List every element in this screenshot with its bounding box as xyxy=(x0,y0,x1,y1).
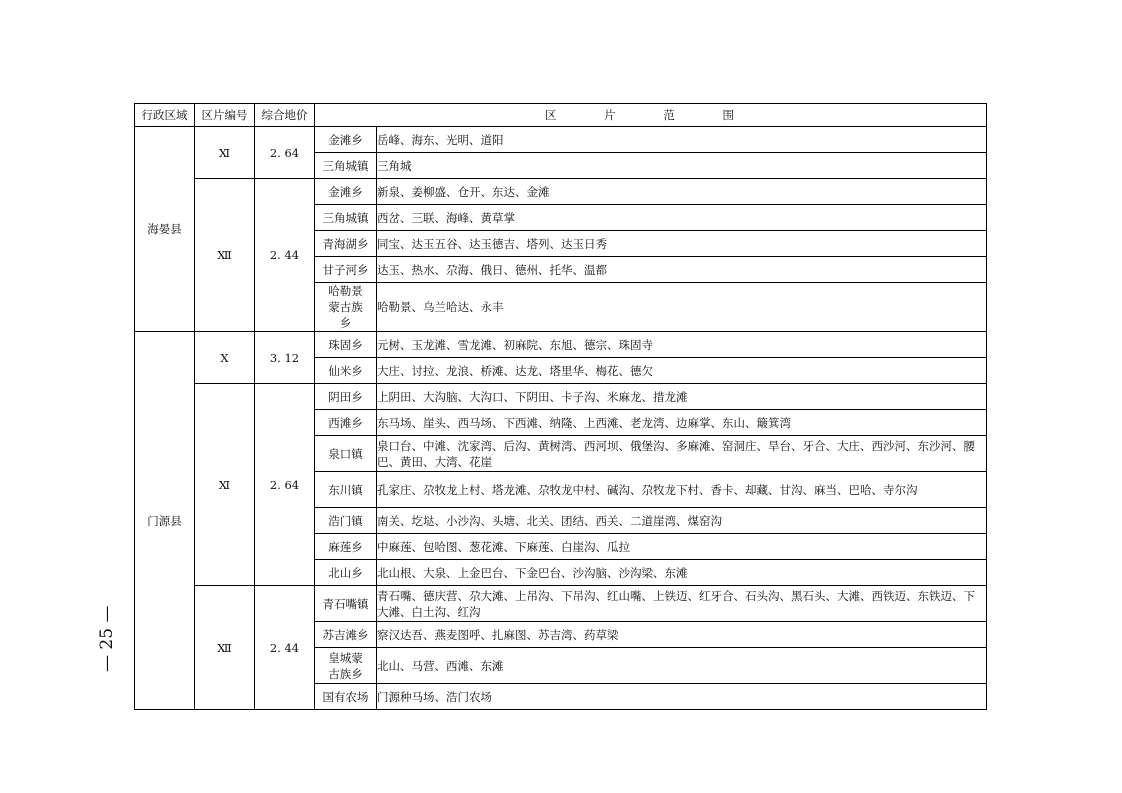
town-cell: 泉口镇 xyxy=(315,436,377,472)
header-zone-scope: 区 片 范 围 xyxy=(315,104,987,127)
scope-cell: 南关、圪垯、小沙沟、头塘、北关、团结、西关、二道崖湾、煤窑沟 xyxy=(377,508,987,534)
scope-cell: 西岔、三联、海峰、黄草掌 xyxy=(377,205,987,231)
table-body xyxy=(135,127,987,710)
land-price-table xyxy=(134,103,987,710)
scope-cell: 中麻莲、包哈图、葱花滩、下麻莲、白崖沟、瓜拉 xyxy=(377,534,987,560)
town-cell: 麻莲乡 xyxy=(315,534,377,560)
scope-cell: 元树、玉龙滩、雪龙滩、初麻院、东旭、德宗、珠固寺 xyxy=(377,332,987,358)
scope-cell: 北山根、大泉、上金巴台、下金巴台、沙沟脑、沙沟梁、东滩 xyxy=(377,560,987,586)
town-cell: 东川镇 xyxy=(315,472,377,508)
district-cell: 海晏县 xyxy=(135,127,195,332)
scope-cell: 达玉、热水、尕海、俄日、德州、托华、温都 xyxy=(377,257,987,283)
scope-cell: 三角城 xyxy=(377,153,987,179)
scope-cell: 孔家庄、尕牧龙上村、塔龙滩、尕牧龙中村、碱沟、尕牧龙下村、香卡、却藏、甘沟、麻当、巴哈、寺尔沟 xyxy=(377,472,987,508)
town-cell: 三角城镇 xyxy=(315,205,377,231)
scope-cell: 大庄、讨拉、龙浪、桥滩、达龙、塔里华、梅花、德欠 xyxy=(377,358,987,384)
composite-price-cell: 2. 64 xyxy=(255,127,315,179)
table-row xyxy=(135,332,987,358)
town-cell: 哈勒景蒙古族乡 xyxy=(315,283,377,332)
composite-price-cell: 2. 44 xyxy=(255,586,315,710)
scope-cell: 东马场、崖头、西马场、下西滩、纳隆、上西滩、老龙湾、边麻掌、东山、簸箕湾 xyxy=(377,410,987,436)
table-row xyxy=(135,586,987,622)
town-cell: 青海湖乡 xyxy=(315,231,377,257)
zone-number-cell: Ⅺ xyxy=(195,384,255,586)
page-number: — 25 — xyxy=(97,605,117,673)
town-cell: 金滩乡 xyxy=(315,179,377,205)
table-row xyxy=(135,384,987,410)
scope-cell: 门源种马场、浩门农场 xyxy=(377,684,987,710)
scope-cell: 泉口台、中滩、沈家湾、后沟、黄树湾、西河坝、俄堡沟、多麻滩、窑洞庄、旱台、牙合、大庄、西沙河、东沙河、腰巴、黄田、大湾、花崖 xyxy=(377,436,987,472)
town-cell: 仙米乡 xyxy=(315,358,377,384)
town-cell: 苏吉滩乡 xyxy=(315,622,377,648)
scope-cell: 新泉、姜柳盛、仓开、东达、金滩 xyxy=(377,179,987,205)
zone-number-cell: Ⅹ xyxy=(195,332,255,384)
composite-price-cell: 2. 64 xyxy=(255,384,315,586)
composite-price-cell: 2. 44 xyxy=(255,179,315,332)
scope-cell: 哈勒景、乌兰哈达、永丰 xyxy=(377,283,987,332)
table-header-row xyxy=(135,104,987,127)
town-cell: 西滩乡 xyxy=(315,410,377,436)
town-cell: 皇城蒙古族乡 xyxy=(315,648,377,684)
town-cell: 三角城镇 xyxy=(315,153,377,179)
scope-cell: 察汉达吾、燕麦图呼、扎麻图、苏吉湾、药草梁 xyxy=(377,622,987,648)
town-cell: 青石嘴镇 xyxy=(315,586,377,622)
zone-number-cell: Ⅻ xyxy=(195,179,255,332)
scope-cell: 上阴田、大沟脑、大沟口、下阴田、卡子沟、米麻龙、措龙滩 xyxy=(377,384,987,410)
scope-cell: 北山、马营、西滩、东滩 xyxy=(377,648,987,684)
town-cell: 甘子河乡 xyxy=(315,257,377,283)
town-cell: 阴田乡 xyxy=(315,384,377,410)
table-row xyxy=(135,179,987,205)
scope-cell: 岳峰、海东、光明、道阳 xyxy=(377,127,987,153)
zone-number-cell: Ⅻ xyxy=(195,586,255,710)
composite-price-cell: 3. 12 xyxy=(255,332,315,384)
scope-cell: 同宝、达玉五谷、达玉德吉、塔列、达玉日秀 xyxy=(377,231,987,257)
town-cell: 浩门镇 xyxy=(315,508,377,534)
town-cell: 珠固乡 xyxy=(315,332,377,358)
header-composite-price: 综合地价 xyxy=(255,104,315,127)
header-district: 行政区域 xyxy=(135,104,195,127)
header-zone-number: 区片编号 xyxy=(195,104,255,127)
town-cell: 北山乡 xyxy=(315,560,377,586)
scope-cell: 青石嘴、德庆营、尕大滩、上吊沟、下吊沟、红山嘴、上铁迈、红牙合、石头沟、黑石头、大滩、西铁迈、东铁迈、下大滩、白土沟、红沟 xyxy=(377,586,987,622)
town-cell: 金滩乡 xyxy=(315,127,377,153)
town-cell: 国有农场 xyxy=(315,684,377,710)
zone-number-cell: Ⅺ xyxy=(195,127,255,179)
table-row xyxy=(135,127,987,153)
district-cell: 门源县 xyxy=(135,332,195,710)
